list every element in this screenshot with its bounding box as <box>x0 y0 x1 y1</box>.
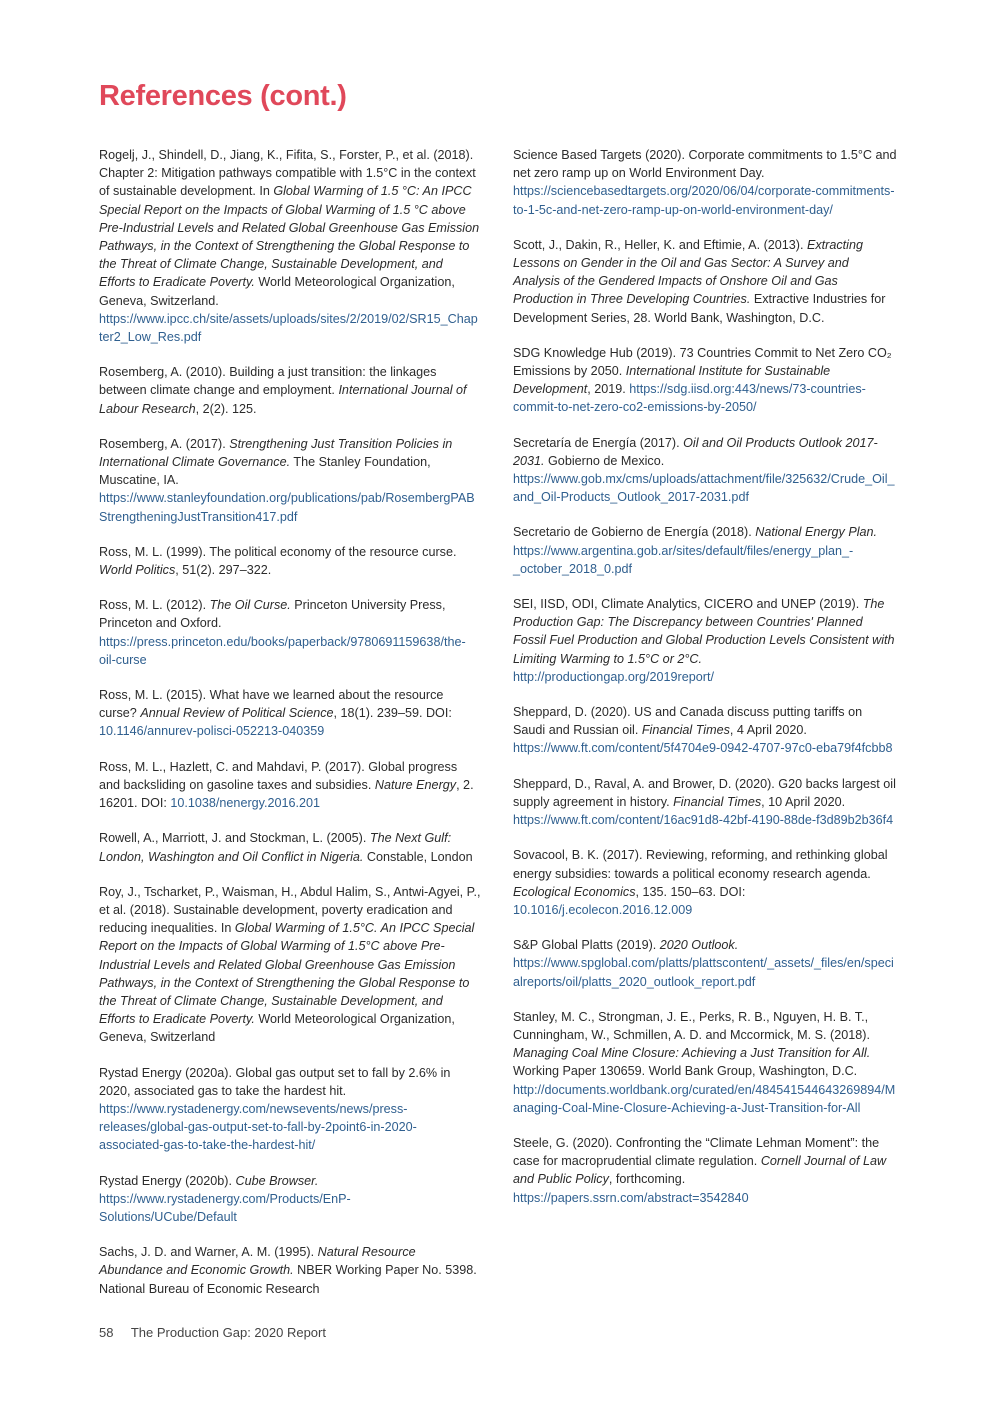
references-right-column <box>513 146 897 1224</box>
ref-text: Rosemberg, A. (2010). Building a just transition: the linkages between climate change and employment. <box>99 365 437 398</box>
ref-text: Sheppard, D. (2020). US and Canada discuss putting tariffs on Saudi and Russian oil. <box>513 705 863 738</box>
page-number: 58 <box>99 1325 114 1340</box>
ref-text: SDG Knowledge Hub (2019). 73 Countries Commit to Net Zero CO₂ Emissions by 2050. <box>513 345 892 379</box>
ref-text: , 2019. <box>587 382 630 397</box>
ref-title: Oil and Oil Products Outlook 2017-2031. <box>513 435 878 468</box>
ref-link[interactable]: https://sciencebasedtargets.org/2020/06/04/corporate-commitments-to-1-5c-and-net-zero-ramp-up-on-world-environment-day/ <box>513 184 895 217</box>
ref-text: Stanley, M. C., Strongman, J. E., Perks, R. B., Nguyen, H. B. T., Cunningham, W., Schmillen, A. D. and Mccormick, M. S. (2018). <box>513 1009 870 1042</box>
ref-title: Annual Review of Political Science <box>140 706 334 721</box>
ref-link[interactable]: https://www.stanleyfoundation.org/publications/pab/RosembergPABStrengtheningJustTransition417.pdf <box>99 491 475 524</box>
ref-link[interactable]: https://www.ft.com/content/16ac91d8-42bf-4190-88de-f3d89b2b36f4 <box>513 813 894 828</box>
ref-text: Rystad Energy (2020b). <box>99 1173 236 1188</box>
page-footer <box>99 1325 326 1340</box>
ref-title: Financial Times <box>673 794 762 809</box>
reference-entry <box>99 1064 481 1155</box>
ref-link[interactable]: 10.1038/nenergy.2016.201 <box>170 796 321 811</box>
ref-text: Sovacool, B. K. (2017). Reviewing, reforming, and rethinking global energy subsidies: towards a political economy research agenda. <box>513 848 888 881</box>
ref-text: Science Based Targets (2020). Corporate commitments to 1.5°C and net zero ramp up on World Environment Day. <box>513 148 897 181</box>
ref-text: Ross, M. L. (2015). What have we learned about the resource curse? <box>99 688 444 721</box>
ref-text: Princeton University Press, Princeton and Oxford. <box>99 598 446 631</box>
ref-link[interactable]: 10.1016/j.ecolecon.2016.12.009 <box>513 902 693 917</box>
ref-text: , forthcoming. <box>608 1172 686 1187</box>
reference-entry <box>99 543 481 579</box>
ref-link[interactable]: https://papers.ssrn.com/abstract=3542840 <box>513 1190 749 1205</box>
reference-entry <box>513 595 897 686</box>
ref-text: , 51(2). 297–322. <box>175 563 272 578</box>
ref-link[interactable]: https://sdg.iisd.org:443/news/73-countries-commit-to-net-zero-co2-emissions-by-2050/ <box>513 382 866 415</box>
reference-entry <box>513 523 897 578</box>
ref-title: 2020 Outlook. <box>659 938 739 953</box>
ref-text: , 2(2). 125. <box>195 401 257 416</box>
ref-text: Secretario de Gobierno de Energía (2018). <box>513 525 756 540</box>
reference-entry <box>99 1243 481 1298</box>
ref-link[interactable]: https://www.rystadenergy.com/Products/EnP-Solutions/UCube/Default <box>99 1191 351 1224</box>
ref-text: Ross, M. L., Hazlett, C. and Mahdavi, P. (2017). Global progress and backsliding on gasoline taxes and subsidies. <box>99 759 458 792</box>
ref-text: Steele, G. (2020). Confronting the “Climate Lehman Moment”: the case for macroprudential climate regulation. <box>513 1135 880 1169</box>
ref-title: Financial Times <box>641 723 730 738</box>
ref-text: Roy, J., Tscharket, P., Waisman, H., Abdul Halim, S., Antwi-Agyei, P., et al. (2018). Sustainable development, poverty eradication and reducing inequalities. In <box>99 884 481 936</box>
ref-title: World Politics <box>99 563 176 578</box>
ref-text: SEI, IISD, ODI, Climate Analytics, CICERO and UNEP (2019). <box>513 597 863 612</box>
ref-text: , 10 April 2020. <box>761 794 846 809</box>
reference-entry <box>513 1134 897 1207</box>
ref-title: Extracting Lessons on Gender in the Oil and Gas Sector: A Survey and Analysis of the Gendered Impacts of Onshore Oil and Gas Production in Three Developing Countries. <box>513 237 863 307</box>
ref-text: Rowell, A., Marriott, J. and Stockman, L. (2005). <box>99 831 370 846</box>
ref-link[interactable]: 10.1146/annurev-polisci-052213-040359 <box>99 724 325 739</box>
ref-text: , 18(1). 239–59. DOI: <box>333 706 452 721</box>
ref-title: Strengthening Just Transition Policies in International Climate Governance. <box>99 436 453 470</box>
reference-entry <box>99 686 481 741</box>
reference-entry <box>513 434 897 507</box>
reference-entry <box>513 846 897 919</box>
ref-title: International Institute for Sustainable Development <box>513 364 831 397</box>
reference-entry <box>513 146 897 219</box>
reference-entry <box>513 775 897 830</box>
ref-link[interactable]: https://www.rystadenergy.com/newsevents/news/press-releases/global-gas-output-set-to-fall-by-2point6-in-2020-associated-gas-to-take-the-hardest-hit/ <box>99 1101 417 1153</box>
ref-text: Rosemberg, A. (2017). <box>99 436 230 451</box>
ref-title: National Energy Plan. <box>755 525 878 540</box>
ref-text: NBER Working Paper No. 5398. National Bureau of Economic Research <box>99 1263 477 1296</box>
reference-entry <box>513 936 897 991</box>
ref-text: Extractive Industries for Development Series, 28. World Bank, Washington, D.C. <box>513 292 886 325</box>
ref-title: The Next Gulf: London, Washington and Oil Conflict in Nigeria. <box>99 831 452 864</box>
ref-title: Ecological Economics <box>513 884 636 899</box>
page-title: References (cont.) <box>99 80 347 112</box>
ref-title: Global Warming of 1.5 °C: An IPCC Special Report on the Impacts of Global Warming of 1.5 °C above Pre-Industrial Levels and Related Global Greenhouse Gas Emission Pathways, in the Context of Strengthening the Global Response to the Threat of Climate Change, Sustainable Development, and Efforts to Eradicate Poverty. <box>99 184 480 290</box>
ref-title: International Journal of Labour Research <box>99 383 467 416</box>
reference-entry <box>99 1172 481 1227</box>
ref-text: , 4 April 2020. <box>729 723 807 738</box>
ref-text: Ross, M. L. (1999). The political economy of the resource curse. <box>99 544 457 559</box>
ref-title: Global Warming of 1.5°C. An IPCC Special Report on the Impacts of Global Warming of 1.5°C above Pre-Industrial Levels and Related Global Greenhouse Gas Emission Pathways, in the Context of Strengthening the Global Response to the Threat of Climate Change, Sustainable Development, and Efforts to Eradicate Poverty. <box>99 921 475 1027</box>
ref-text: Scott, J., Dakin, R., Heller, K. and Eftimie, A. (2013). <box>513 237 807 252</box>
ref-text: S&P Global Platts (2019). <box>513 938 660 953</box>
ref-text: World Meteorological Organization, Geneva, Switzerland <box>99 1012 455 1045</box>
ref-title: The Production Gap: The Discrepancy between Countries' Planned Fossil Fuel Production and Global Production Levels Consistent with Limiting Warming to 1.5°C or 2°C. <box>513 597 895 666</box>
reference-entry <box>99 758 481 813</box>
ref-text: Rogelj, J., Shindell, D., Jiang, K., Fifita, S., Forster, P., et al. (2018). Chapter 2: Mitigation pathways compatible with 1.5°C in the context of sustainable development. In <box>99 148 476 199</box>
ref-link[interactable]: https://www.spglobal.com/platts/plattscontent/_assets/_files/en/specialreports/oil/platts_2020_outlook_report.pdf <box>513 956 894 989</box>
report-title: The Production Gap: 2020 Report <box>130 1325 326 1340</box>
ref-title: Natural Resource Abundance and Economic Growth. <box>99 1245 416 1278</box>
ref-link[interactable]: http://productiongap.org/2019report/ <box>513 669 714 684</box>
reference-entry <box>513 344 897 417</box>
ref-text: Working Paper 130659. World Bank Group, Washington, D.C. <box>513 1064 858 1079</box>
reference-entry <box>513 1008 897 1117</box>
ref-title: Managing Coal Mine Closure: Achieving a Just Transition for All. <box>513 1046 871 1061</box>
ref-text: World Meteorological Organization, Geneva, Switzerland. <box>99 275 455 308</box>
ref-text: Secretaría de Energía (2017). <box>513 435 684 450</box>
reference-entry <box>99 596 481 669</box>
ref-text: Rystad Energy (2020a). Global gas output set to fall by 2.6% in 2020, associated gas to take the hardest hit. <box>99 1065 451 1098</box>
reference-entry <box>513 236 897 327</box>
ref-text: Constable, London <box>363 849 473 864</box>
reference-entry <box>99 435 481 526</box>
reference-entry <box>99 829 481 865</box>
reference-entry <box>513 703 897 758</box>
ref-link[interactable]: https://www.ft.com/content/5f4704e9-0942-4707-97c0-eba79f4fcbb8 <box>513 741 893 756</box>
ref-text: Sachs, J. D. and Warner, A. M. (1995). <box>99 1245 318 1260</box>
reference-entry <box>99 146 481 346</box>
ref-text: , 135. 150–63. DOI: <box>635 884 746 899</box>
ref-link[interactable]: https://www.ipcc.ch/site/assets/uploads/sites/2/2019/02/SR15_Chapter2_Low_Res.pdf <box>99 311 478 345</box>
ref-link[interactable]: http://documents.worldbank.org/curated/en/484541544643269894/Managing-Coal-Mine-Closure-Achieving-a-Just-Transition-for-All <box>513 1082 896 1115</box>
ref-text: Sheppard, D., Raval, A. and Brower, D. (2020). G20 backs largest oil supply agreement in history. <box>513 776 896 809</box>
ref-text: Ross, M. L. (2012). <box>99 598 210 613</box>
ref-text: The Stanley Foundation, Muscatine, IA. <box>99 455 431 488</box>
ref-title: Cube Browser. <box>235 1173 319 1188</box>
ref-link[interactable]: https://www.gob.mx/cms/uploads/attachment/file/325632/Crude_Oil_and_Oil-Products_Outlook_2017-2031.pdf <box>513 472 895 505</box>
ref-title: The Oil Curse. <box>209 598 291 613</box>
reference-entry <box>99 363 481 418</box>
reference-entry <box>99 883 481 1047</box>
references-left-column <box>99 146 481 1315</box>
ref-title: Cornell Journal of Law and Public Policy <box>513 1154 887 1187</box>
ref-text: Gobierno de Mexico. <box>544 453 665 468</box>
ref-title: Nature Energy <box>374 777 457 792</box>
ref-text: , 2. 16201. DOI: <box>99 777 474 811</box>
ref-link[interactable]: https://www.argentina.gob.ar/sites/default/files/energy_plan_-_october_2018_0.pdf <box>513 543 854 576</box>
ref-link[interactable]: https://press.princeton.edu/books/paperback/9780691159638/the-oil-curse <box>99 634 466 667</box>
